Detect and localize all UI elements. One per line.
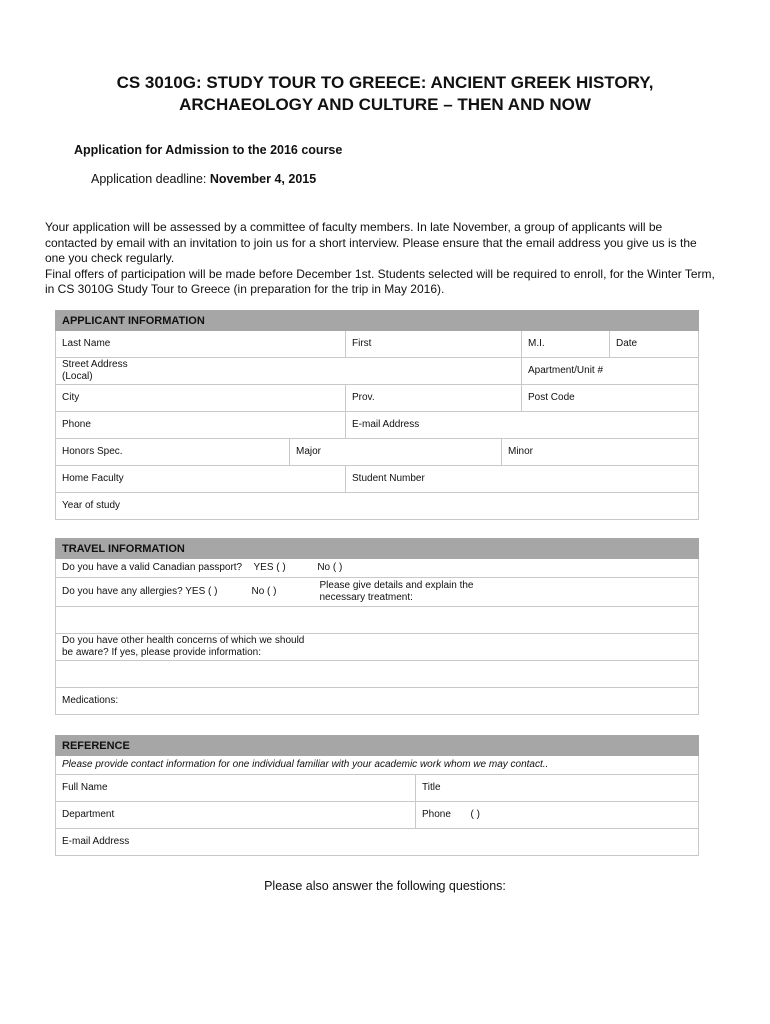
major-field[interactable]: Major [290,439,502,466]
applicant-information-table [55,310,699,520]
health-concerns-line-2: be aware? If yes, please provide information: [62,647,261,658]
health-concerns-line-1: Do you have other health concerns of which we should [62,635,305,646]
travel-section-header: TRAVEL INFORMATION [56,539,699,559]
middle-initial-field[interactable]: M.I. [522,331,610,358]
allergy-details-label [314,578,699,607]
title-line-1: CS 3010G: STUDY TOUR TO GREECE: ANCIENT GREEK HISTORY, [116,73,654,92]
intro-text [45,220,715,298]
passport-question-label: Do you have a valid Canadian passport? [62,562,243,573]
applicant-section-header: APPLICANT INFORMATION [56,311,699,331]
deadline-date: November 4, 2015 [209,172,317,186]
reference-instructions: Please provide contact information for one individual familiar with your academic work whom we may contact.. [56,756,699,775]
subtitle: Application for Admission to the 2016 course [74,143,343,157]
reference-title-field[interactable]: Title [416,775,699,802]
apartment-field[interactable]: Apartment/Unit # [522,358,699,385]
first-name-field[interactable]: First [346,331,522,358]
street-address-label: Street Address [62,359,128,370]
travel-information-table [55,538,699,715]
allergies-question[interactable]: Do you have any allergies? YES ( ) [56,578,246,607]
medications-field[interactable]: Medications: [56,688,699,715]
student-number-field[interactable]: Student Number [346,466,699,493]
passport-yes-option[interactable]: YES ( ) [253,562,286,573]
intro-paragraph-2: Final offers of participation will be made before December 1st. Students selected will be required to enroll, for the Winter Term, in CS 3010G Study Tour to Greece (in preparation for the trip in May 2016). [45,266,715,296]
minor-field[interactable]: Minor [502,439,699,466]
allergy-details-answer[interactable] [56,607,699,634]
reference-department-field[interactable]: Department [56,802,416,829]
reference-table [55,735,699,856]
post-code-field[interactable]: Post Code [522,385,699,412]
year-of-study-field[interactable]: Year of study [56,493,699,520]
reference-email-field[interactable]: E-mail Address [56,829,699,856]
last-name-field[interactable]: Last Name [56,331,346,358]
passport-no-option[interactable]: No ( ) [317,562,343,573]
city-field[interactable]: City [56,385,346,412]
reference-full-name-field[interactable]: Full Name [56,775,416,802]
allergy-details-line-1: Please give details and explain the [319,580,474,591]
deadline [91,172,316,186]
passport-question[interactable] [56,559,699,578]
reference-phone-label: Phone [422,809,451,820]
email-field[interactable]: E-mail Address [346,412,699,439]
reference-phone-field[interactable] [416,802,699,829]
health-concerns-answer[interactable] [56,661,699,688]
phone-field[interactable]: Phone [56,412,346,439]
honors-spec-field[interactable]: Honors Spec. [56,439,290,466]
reference-section-header: REFERENCE [56,736,699,756]
closing-text: Please also answer the following questions: [264,879,506,893]
allergy-details-line-2: necessary treatment: [319,592,413,603]
street-address-sublabel: (Local) [62,371,93,382]
allergies-no-option[interactable]: No ( ) [246,578,314,607]
title-line-2: ARCHAEOLOGY AND CULTURE – THEN AND NOW [179,95,591,114]
deadline-label: Application deadline: [91,172,207,186]
date-field[interactable]: Date [610,331,699,358]
home-faculty-field[interactable]: Home Faculty [56,466,346,493]
intro-paragraph-1: Your application will be assessed by a committee of faculty members. In late November, a group of applicants will be contacted by email with an invitation to join us for a short interview. Please ensure that the email address you give us is the one you check regularly. [45,220,697,265]
page-title [60,72,710,116]
street-address-field[interactable] [56,358,522,385]
reference-phone-area-code: ( ) [470,809,480,820]
province-field[interactable]: Prov. [346,385,522,412]
health-concerns-question [56,634,699,661]
